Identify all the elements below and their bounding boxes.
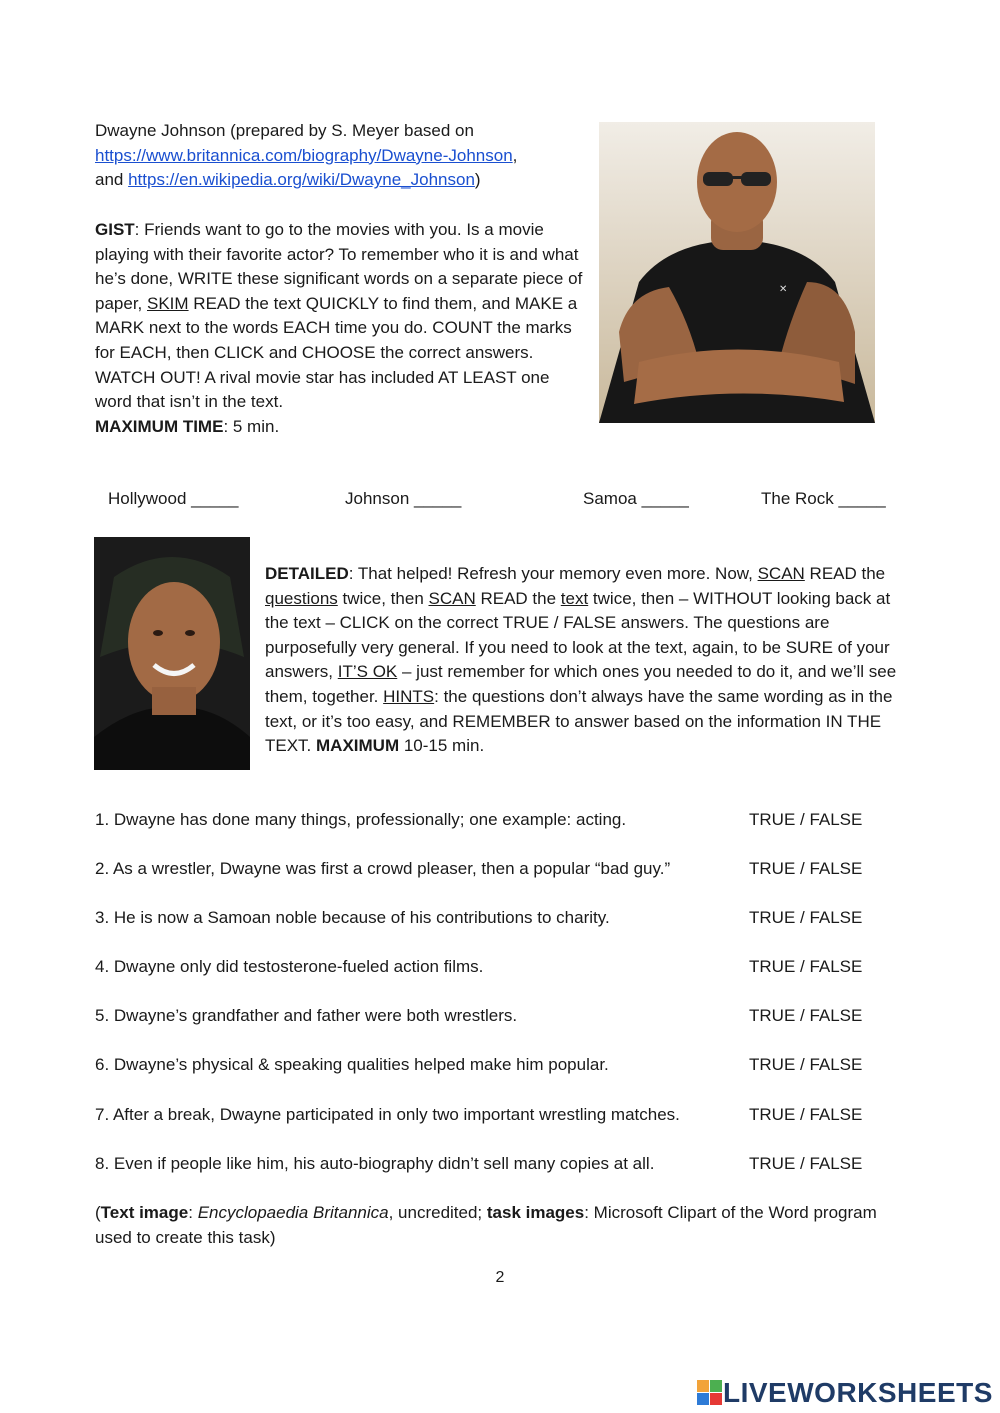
wikipedia-link[interactable]: https://en.wikipedia.org/wiki/Dwayne_Johnson [128, 170, 475, 190]
and-text: and [95, 170, 129, 190]
questions-word: questions [265, 588, 338, 608]
page-number: 2 [495, 1269, 505, 1286]
question-1: 1. Dwayne has done many things, professionally; one example: acting. [95, 810, 627, 829]
detailed-text-7: : the questions don’t always have the same wording as in the text, or it’s too easy, and REMEMBER to answer based on the information IN THE TEXT. [265, 686, 893, 756]
detailed-text-2: READ the [804, 564, 886, 583]
detailed-text-1: : That helped! Refresh your memory even more. Now, [348, 564, 758, 583]
credits-text-1: , uncredited; [388, 1203, 487, 1222]
question-2: 2. As a wrestler, Dwayne was first a crowd pleaser, then a popular “bad guy.” [95, 859, 671, 878]
liveworksheets-badge-icon [697, 1380, 723, 1406]
question-8: 8. Even if people like him, his auto-biography didn’t sell many copies at all. [95, 1154, 655, 1173]
true-false-select-6[interactable]: TRUE / FALSE [749, 1055, 863, 1074]
scan-word-1: SCAN [757, 564, 805, 583]
credits-open-paren: ( [95, 1203, 101, 1222]
word-the-rock: The Rock _____ [761, 489, 886, 508]
close-paren: ) [474, 170, 481, 190]
detailed-label: DETAILED [265, 564, 349, 583]
scan-word-2: SCAN [428, 588, 476, 608]
comma: , [512, 145, 518, 165]
text-word: text [560, 588, 589, 608]
liveworksheets-wordmark: LIVEWORKSHEETS [723, 1377, 993, 1408]
actor-photo-smiling [94, 537, 250, 770]
intro-title: Dwayne Johnson (prepared by S. Meyer based on [95, 121, 474, 140]
word-johnson: Johnson _____ [345, 489, 462, 508]
credits-text-2: : Microsoft Clipart of the Word program used to create this task) [95, 1203, 877, 1247]
gist-paragraph [95, 218, 590, 439]
word-hollywood: Hollywood _____ [108, 489, 239, 508]
true-false-select-2[interactable]: TRUE / FALSE [749, 859, 863, 878]
max-time-label: MAXIMUM TIME [95, 416, 224, 436]
liveworksheets-logo [697, 1376, 993, 1410]
question-6: 6. Dwayne’s physical & speaking qualities helped make him popular. [95, 1055, 609, 1074]
detailed-text-3: twice, then [337, 588, 429, 608]
question-7: 7. After a break, Dwayne participated in only two important wrestling matches. [95, 1105, 680, 1124]
max-time-value: : 5 min. [223, 416, 280, 436]
true-false-select-7[interactable]: TRUE / FALSE [749, 1105, 863, 1124]
question-4: 4. Dwayne only did testosterone-fueled action films. [95, 957, 484, 976]
text-image-label: Text image [100, 1203, 189, 1222]
svg-text:✕: ✕ [779, 284, 788, 295]
britannica-link[interactable]: https://www.britannica.com/biography/Dwayne-Johnson [95, 145, 513, 165]
detailed-text-4: READ the [475, 588, 561, 608]
word-samoa: Samoa _____ [583, 489, 689, 508]
britannica-source: Encyclopaedia Britannica [197, 1203, 389, 1222]
skim-word: SKIM [147, 293, 189, 313]
its-ok-word: IT’S OK [337, 662, 398, 682]
true-false-select-3[interactable]: TRUE / FALSE [749, 908, 863, 927]
actor-photo-arms-crossed [599, 122, 875, 423]
detailed-text-6: – just remember for which ones you needed to do it, and we’ll see them, together. [265, 662, 897, 706]
gist-label: GIST [95, 220, 135, 239]
actor-photo-illustration [599, 122, 875, 423]
credits-colon: : [188, 1203, 198, 1222]
intro-paragraph [95, 119, 590, 193]
gist-text-2: READ the text QUICKLY to find them, and MAKE a MARK next to the words EACH time you do. COUNT the marks for EACH, then CLICK and CHOOSE the correct answers. WATCH OUT! A rival movie star has included AT LEAST one word that isn’t in the text. [95, 293, 578, 412]
detailed-paragraph [265, 562, 915, 759]
true-false-select-8[interactable]: TRUE / FALSE [749, 1154, 863, 1173]
true-false-select-1[interactable]: TRUE / FALSE [749, 810, 863, 829]
task-images-label: task images [486, 1203, 585, 1222]
maximum-value: 10-15 min. [399, 736, 485, 756]
true-false-select-5[interactable]: TRUE / FALSE [749, 1006, 863, 1025]
question-5: 5. Dwayne’s grandfather and father were both wrestlers. [95, 1006, 518, 1025]
gist-text-1: : Friends want to go to the movies with you. Is a movie playing with their favorite actor? To remember who it is and what he’s done, WRITE these significant words on a separate piece of paper, [95, 220, 583, 313]
question-3: 3. He is now a Samoan noble because of his contributions to charity. [95, 908, 610, 927]
maximum-label: MAXIMUM [316, 736, 400, 756]
actor-smiling-illustration [94, 537, 250, 770]
hints-word: HINTS [383, 686, 435, 706]
true-false-select-4[interactable]: TRUE / FALSE [749, 957, 863, 976]
detailed-text-5: twice, then – WITHOUT looking back at the text – CLICK on the correct TRUE / FALSE answers. The questions are purposefully very general. If you need to look at the text, again, to be SURE of your answers, [265, 588, 891, 682]
image-credits [95, 1201, 895, 1250]
